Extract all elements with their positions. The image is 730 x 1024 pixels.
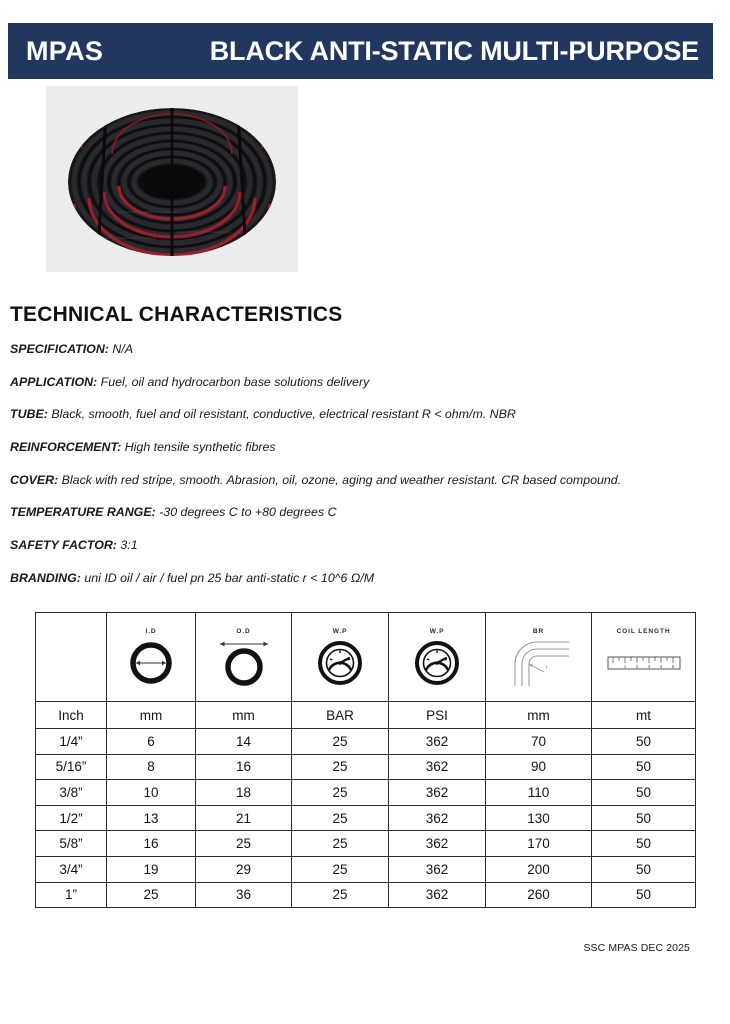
spec-label: COVER: <box>10 472 59 487</box>
svg-text:1: 1 <box>623 663 626 669</box>
cell-od: 29 <box>196 856 292 882</box>
cell-size: 5/16” <box>36 754 107 780</box>
spec-label: REINFORCEMENT: <box>10 440 122 455</box>
cell-wp-psi: 362 <box>389 882 486 908</box>
cell-size: 1” <box>36 882 107 908</box>
cell-od: 36 <box>196 882 292 908</box>
svg-text:5: 5 <box>671 663 674 669</box>
icon-label: I.D <box>145 627 157 635</box>
table-row <box>36 729 696 755</box>
cell-coil-length: 50 <box>592 780 696 806</box>
icon-label: O.D <box>236 627 251 635</box>
unit-cell: mm <box>107 702 196 729</box>
product-photo <box>46 86 298 272</box>
cell-od: 21 <box>196 805 292 831</box>
cell-size: 1/4” <box>36 729 107 755</box>
svg-text:4: 4 <box>659 663 662 669</box>
cell-wp-bar: 25 <box>292 805 389 831</box>
cell-br: 110 <box>486 780 592 806</box>
unit-cell: BAR <box>292 702 389 729</box>
cell-wp-psi: 362 <box>389 805 486 831</box>
cell-wp-psi: 362 <box>389 729 486 755</box>
cell-wp-bar: 25 <box>292 729 389 755</box>
svg-text:r: r <box>545 664 548 671</box>
table-icon-header-row <box>36 613 696 702</box>
table-row <box>36 882 696 908</box>
cell-br: 170 <box>486 831 592 857</box>
product-title: BLACK ANTI-STATIC MULTI-PURPOSE <box>209 35 699 66</box>
cell-id: 6 <box>107 729 196 755</box>
table-row <box>36 831 696 857</box>
spec-row-tube <box>10 407 722 423</box>
technical-characteristics-heading: TECHNICAL CHARACTERISTICS <box>10 303 343 326</box>
cell-id: 13 <box>107 805 196 831</box>
product-code: MPAS <box>26 35 104 66</box>
icon-label: COIL LENGTH <box>616 627 671 635</box>
spec-row-specification <box>10 342 722 358</box>
cell-br: 200 <box>486 856 592 882</box>
cell-od: 25 <box>196 831 292 857</box>
header-cell-outer-diameter <box>196 613 292 702</box>
spec-label: SAFETY FACTOR: <box>10 538 117 553</box>
cell-br: 90 <box>486 754 592 780</box>
ruler-icon <box>592 637 695 689</box>
cell-wp-bar: 25 <box>292 754 389 780</box>
cell-coil-length: 50 <box>592 856 696 882</box>
cell-wp-bar: 25 <box>292 856 389 882</box>
spec-row-cover <box>10 473 722 489</box>
spec-value: -30 degrees C to +80 degrees C <box>159 505 337 520</box>
dimensions-table <box>35 612 696 908</box>
cell-wp-bar: 25 <box>292 882 389 908</box>
spec-row-branding <box>10 571 722 587</box>
header-cell-inner-diameter <box>107 613 196 702</box>
svg-text:3: 3 <box>647 663 650 669</box>
cell-od: 16 <box>196 754 292 780</box>
table-row <box>36 754 696 780</box>
spec-value: Fuel, oil and hydrocarbon base solutions delivery <box>100 374 370 389</box>
table-row <box>36 780 696 806</box>
product-header-banner <box>8 23 713 79</box>
header-cell-blank <box>36 613 107 702</box>
cell-br: 260 <box>486 882 592 908</box>
specifications-list <box>10 342 722 604</box>
spec-row-temperature-range <box>10 505 722 521</box>
cell-id: 8 <box>107 754 196 780</box>
cell-coil-length: 50 <box>592 729 696 755</box>
header-cell-coil-length <box>592 613 696 702</box>
cell-wp-psi: 362 <box>389 780 486 806</box>
cell-coil-length: 50 <box>592 754 696 780</box>
spec-label: BRANDING: <box>10 570 81 585</box>
unit-cell: mm <box>196 702 292 729</box>
table-units-row <box>36 702 696 729</box>
spec-value: Black, smooth, fuel and oil resistant, conductive, electrical resistant R < ohm/m. NBR <box>51 407 516 422</box>
cell-wp-bar: 25 <box>292 831 389 857</box>
cell-br: 70 <box>486 729 592 755</box>
cell-br: 130 <box>486 805 592 831</box>
bend-radius-icon <box>486 637 591 689</box>
table-row <box>36 805 696 831</box>
spec-value: 3:1 <box>120 538 138 553</box>
spec-value: Black with red stripe, smooth. Abrasion, oil, ozone, aging and weather resistant. CR based compound. <box>61 472 622 487</box>
cell-od: 18 <box>196 780 292 806</box>
spec-row-reinforcement <box>10 440 722 456</box>
cell-wp-bar: 25 <box>292 780 389 806</box>
cell-id: 16 <box>107 831 196 857</box>
spec-row-application <box>10 375 722 391</box>
cell-id: 25 <box>107 882 196 908</box>
spec-value: High tensile synthetic fibres <box>124 440 276 455</box>
header-cell-bend-radius <box>486 613 592 702</box>
unit-cell: mm <box>486 702 592 729</box>
table-row <box>36 856 696 882</box>
svg-text:2: 2 <box>635 663 638 669</box>
spec-label: APPLICATION: <box>10 374 98 389</box>
spec-value: N/A <box>112 342 134 356</box>
cell-size: 3/4” <box>36 856 107 882</box>
header-cell-working-pressure-psi <box>389 613 486 702</box>
cell-id: 19 <box>107 856 196 882</box>
spec-value: uni ID oil / air / fuel pn 25 bar anti-static r < 10^6 Ω/M <box>84 570 375 585</box>
spec-label: TEMPERATURE RANGE: <box>10 505 156 520</box>
cell-id: 10 <box>107 780 196 806</box>
cell-wp-psi: 362 <box>389 856 486 882</box>
cell-wp-psi: 362 <box>389 831 486 857</box>
unit-cell: PSI <box>389 702 486 729</box>
cell-od: 14 <box>196 729 292 755</box>
cell-size: 3/8” <box>36 780 107 806</box>
cell-wp-psi: 362 <box>389 754 486 780</box>
spec-row-safety-factor <box>10 538 722 554</box>
inner-diameter-ring-icon <box>107 637 195 689</box>
header-cell-working-pressure-bar <box>292 613 389 702</box>
icon-label: W.P <box>332 627 348 635</box>
coiled-hose-illustration <box>46 86 298 272</box>
cell-coil-length: 50 <box>592 805 696 831</box>
icon-label: W.P <box>429 627 445 635</box>
spec-label: TUBE: <box>10 407 48 422</box>
icon-label: BR <box>532 627 545 635</box>
spec-label: SPECIFICATION: <box>10 342 109 356</box>
cell-size: 1/2” <box>36 805 107 831</box>
outer-diameter-ring-icon <box>196 637 291 689</box>
cell-coil-length: 50 <box>592 831 696 857</box>
pressure-gauge-icon <box>292 637 388 689</box>
pressure-gauge-icon <box>389 637 485 689</box>
unit-cell: mt <box>592 702 696 729</box>
cell-size: 5/8” <box>36 831 107 857</box>
unit-cell: Inch <box>36 702 107 729</box>
cell-coil-length: 50 <box>592 882 696 908</box>
document-footer: SSC MPAS DEC 2025 <box>583 942 690 954</box>
